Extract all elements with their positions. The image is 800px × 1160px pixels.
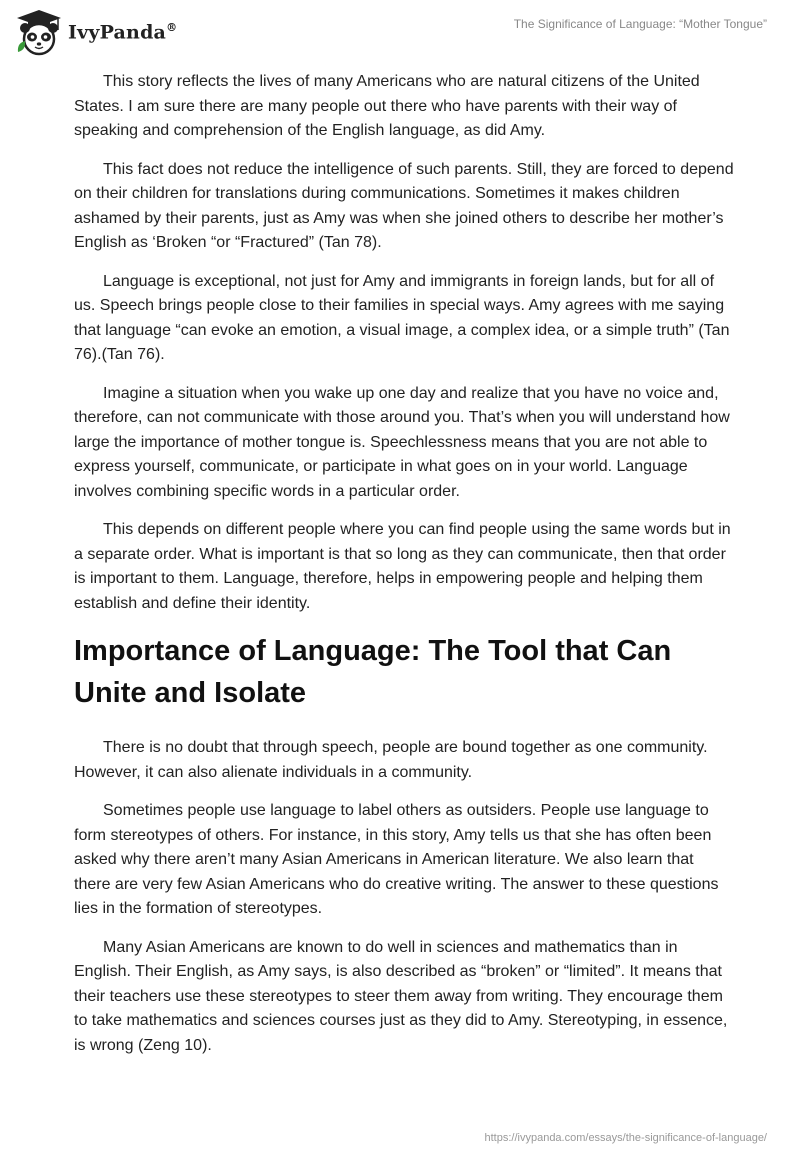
logo[interactable]: [14, 8, 177, 56]
section-heading: Importance of Language: The Tool that Can Unite and Isolate: [74, 635, 672, 709]
registered-mark: ®: [166, 20, 178, 34]
paragraph: This fact does not reduce the intelligence of such parents. Still, they are forced to depend on their children for translations during communications. Sometimes it makes children ashamed by their parents, just as Amy was when she joined others to describe her mother’s English as ‘Broken “or “Fractured” (Tan 78).: [74, 160, 734, 251]
paragraph: Many Asian Americans are known to do well in sciences and mathematics than in English. Their English, as Amy says, is also described as “broken” or “limited”. It means that their teachers use these stereotypes to steer them away from writing. They encourage them to take mathematics and sciences courses just as they did to Amy. Stereotyping, in essence, is wrong (Zeng 10).: [74, 938, 728, 1054]
paragraph: Sometimes people use language to label others as outsiders. People use language to form stereotypes of others. For instance, in this story, Amy tells us that she has often been asked why there aren’t many Asian Americans in American literature. We also learn that there are very few Asian Americans who do creative writing. The answer to these questions lies in the formation of stereotypes.: [74, 802, 719, 917]
page-header: [0, 0, 800, 60]
document-title: The Significance of Language: “Mother Tongue”: [513, 17, 767, 31]
paragraph: This story reflects the lives of many Americans who are natural citizens of the United States. I am sure there are many people out there who have parents with their way of speaking and comprehension of the English language, as did Amy.: [74, 73, 700, 139]
source-url[interactable]: https://ivypanda.com/essays/the-significance-of-language/: [484, 1132, 767, 1144]
paragraph: This depends on different people where you can find people using the same words but in a separate order. What is important is that so long as they can communicate, then that order is important to them. Language, therefore, helps in empowering people and helping them establish and define their identity.: [74, 521, 731, 612]
panda-logo-icon: [14, 8, 64, 56]
paragraph: Imagine a situation when you wake up one day and realize that you have no voice and, therefore, can not communicate with those around you. That’s when you will understand how large the importance of mother tongue is. Speechlessness means that you are not able to express yourself, communicate, or participate in what goes on in your world. Language involves combining specific words in a particular order.: [74, 384, 730, 500]
brand-text: IvyPanda: [68, 21, 167, 44]
paragraph: There is no doubt that through speech, people are bound together as one community. However, it can also alienate individuals in a community.: [74, 739, 708, 781]
paragraph: Language is exceptional, not just for Amy and immigrants in foreign lands, but for all of us. Speech brings people close to their families in special ways. Amy agrees with me saying that language “can evoke an emotion, a visual image, a complex idea, or a simple truth” (Tan 76).(Tan 76).: [74, 272, 730, 363]
brand-name: [68, 21, 177, 43]
essay-content: [74, 70, 734, 1072]
